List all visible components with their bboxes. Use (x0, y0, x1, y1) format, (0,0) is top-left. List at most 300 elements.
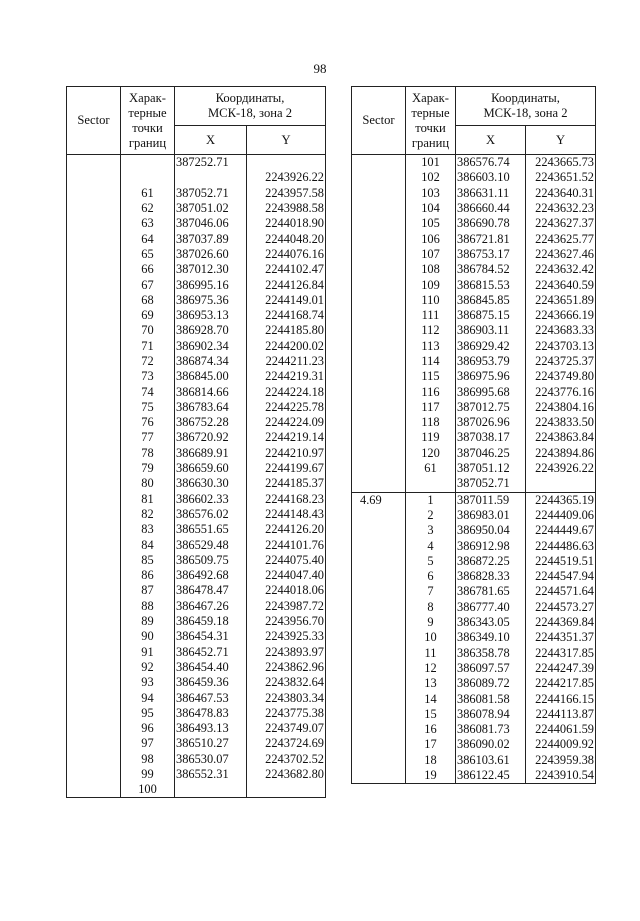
y-coordinate-cell: 2244076.16 (247, 247, 326, 262)
y-coordinate-cell: 2243988.58 (247, 201, 326, 216)
point-cell: 85 (121, 553, 175, 568)
table-row (67, 522, 326, 537)
x-coordinate-cell: 387038.17 (456, 430, 526, 445)
y-coordinate-cell: 2243632.42 (526, 262, 596, 277)
table-row (352, 492, 596, 508)
x-coordinate-cell: 386874.34 (175, 354, 247, 369)
y-coordinate-cell: 2244185.37 (247, 476, 326, 491)
y-coordinate-cell: 2243682.80 (247, 767, 326, 782)
sector-cell (67, 736, 121, 751)
point-cell (121, 155, 175, 171)
x-coordinate-cell: 386492.68 (175, 568, 247, 583)
point-cell: 3 (406, 523, 456, 538)
sector-cell (67, 782, 121, 798)
table-row (67, 767, 326, 782)
x-coordinate-cell: 386529.48 (175, 537, 247, 552)
table-row (352, 430, 596, 445)
sector-cell (67, 583, 121, 598)
sector-cell (67, 293, 121, 308)
table-row (67, 430, 326, 445)
y-coordinate-cell: 2244224.18 (247, 384, 326, 399)
table-row (67, 446, 326, 461)
point-cell: 17 (406, 737, 456, 752)
x-coordinate-cell: 386510.27 (175, 736, 247, 751)
table-row (352, 277, 596, 292)
header-y: Y (526, 126, 596, 155)
sector-cell (67, 186, 121, 201)
point-cell: 95 (121, 706, 175, 721)
y-coordinate-cell (526, 476, 596, 492)
sector-cell (67, 476, 121, 491)
sector-cell (67, 706, 121, 721)
point-cell: 111 (406, 308, 456, 323)
sector-cell (352, 615, 406, 630)
point-cell: 101 (406, 155, 456, 171)
x-coordinate-cell: 386975.36 (175, 293, 247, 308)
y-coordinate-cell: 2243702.52 (247, 752, 326, 767)
y-coordinate-cell: 2243666.19 (526, 308, 596, 323)
x-coordinate-cell: 387011.59 (456, 492, 526, 508)
x-coordinate-cell: 387052.71 (456, 476, 526, 492)
sector-cell (352, 415, 406, 430)
point-cell: 84 (121, 537, 175, 552)
point-cell: 2 (406, 508, 456, 523)
point-cell: 4 (406, 538, 456, 553)
table-row (352, 538, 596, 553)
table-row (352, 293, 596, 308)
sector-cell (352, 461, 406, 476)
y-coordinate-cell: 2243724.69 (247, 736, 326, 751)
y-coordinate-cell: 2244247.39 (526, 661, 596, 676)
y-coordinate-cell: 2244185.80 (247, 323, 326, 338)
x-coordinate-cell: 386630.30 (175, 476, 247, 491)
header-points: Харак- терные точки границ (406, 87, 456, 155)
y-coordinate-cell: 2244351.37 (526, 630, 596, 645)
y-coordinate-cell: 2243749.80 (526, 369, 596, 384)
x-coordinate-cell: 386452.71 (175, 645, 247, 660)
sector-cell (352, 384, 406, 399)
sector-cell (352, 339, 406, 354)
x-coordinate-cell: 387046.25 (456, 446, 526, 461)
sector-cell (67, 369, 121, 384)
page-number: 98 (313, 61, 327, 76)
header-coordinates: Координаты, МСК-18, зона 2 (456, 87, 596, 126)
y-coordinate-cell: 2243625.77 (526, 231, 596, 246)
sector-cell (67, 461, 121, 476)
sector-cell (352, 308, 406, 323)
table-row (67, 736, 326, 751)
table-row (67, 415, 326, 430)
point-cell: 115 (406, 369, 456, 384)
point-cell: 13 (406, 676, 456, 691)
x-coordinate-cell: 387046.06 (175, 216, 247, 231)
y-coordinate-cell: 2244149.01 (247, 293, 326, 308)
sector-cell (67, 308, 121, 323)
sector-cell (67, 216, 121, 231)
table-row (352, 384, 596, 399)
header-sector: Sector (67, 87, 121, 155)
table-row (67, 660, 326, 675)
point-cell: 18 (406, 753, 456, 768)
table-row (352, 155, 596, 171)
y-coordinate-cell: 2243749.07 (247, 721, 326, 736)
header-coordinates: Координаты, МСК-18, зона 2 (175, 87, 326, 126)
x-coordinate-cell: 386467.26 (175, 599, 247, 614)
y-coordinate-cell: 2243894.86 (526, 446, 596, 461)
table-row (67, 186, 326, 201)
table-row (352, 508, 596, 523)
y-coordinate-cell: 2244018.06 (247, 583, 326, 598)
y-coordinate-cell: 2243987.72 (247, 599, 326, 614)
table-row (352, 722, 596, 737)
x-coordinate-cell: 386097.57 (456, 661, 526, 676)
x-coordinate-cell: 386814.66 (175, 384, 247, 399)
x-coordinate-cell: 386478.83 (175, 706, 247, 721)
y-coordinate-cell: 2244061.59 (526, 722, 596, 737)
x-coordinate-cell: 386081.58 (456, 691, 526, 706)
x-coordinate-cell: 386983.01 (456, 508, 526, 523)
y-coordinate-cell: 2243703.13 (526, 339, 596, 354)
point-cell: 14 (406, 691, 456, 706)
table-row (352, 247, 596, 262)
sector-cell (352, 753, 406, 768)
x-coordinate-cell: 386358.78 (456, 646, 526, 661)
sector-cell (67, 170, 121, 185)
table-row (67, 277, 326, 292)
y-coordinate-cell: 2243893.97 (247, 645, 326, 660)
table-row (352, 554, 596, 569)
sector-cell (352, 170, 406, 185)
table-row (67, 629, 326, 644)
y-coordinate-cell: 2244365.19 (526, 492, 596, 508)
y-coordinate-cell: 2244486.63 (526, 538, 596, 553)
point-cell: 82 (121, 507, 175, 522)
table-row (67, 308, 326, 323)
sector-cell (67, 767, 121, 782)
sector-cell (67, 262, 121, 277)
sector-cell (352, 538, 406, 553)
header-x: X (456, 126, 526, 155)
y-coordinate-cell: 2243862.96 (247, 660, 326, 675)
x-coordinate-cell: 387037.89 (175, 231, 247, 246)
x-coordinate-cell: 386902.34 (175, 339, 247, 354)
x-coordinate-cell: 386576.74 (456, 155, 526, 171)
x-coordinate-cell: 386783.64 (175, 400, 247, 415)
x-coordinate-cell: 386090.02 (456, 737, 526, 752)
x-coordinate-cell: 387012.75 (456, 400, 526, 415)
table-row (67, 675, 326, 690)
y-coordinate-cell: 2243925.33 (247, 629, 326, 644)
point-cell: 68 (121, 293, 175, 308)
table-row (352, 262, 596, 277)
sector-cell (352, 661, 406, 676)
x-coordinate-cell: 386603.10 (456, 170, 526, 185)
sector-cell (67, 721, 121, 736)
x-coordinate-cell: 386828.33 (456, 569, 526, 584)
table-row (67, 752, 326, 767)
x-coordinate-cell: 386509.75 (175, 553, 247, 568)
point-cell: 88 (121, 599, 175, 614)
point-cell: 67 (121, 277, 175, 292)
sector-cell (352, 646, 406, 661)
point-cell: 90 (121, 629, 175, 644)
point-cell: 119 (406, 430, 456, 445)
y-coordinate-cell: 2243803.34 (247, 690, 326, 705)
point-cell: 9 (406, 615, 456, 630)
table-row (67, 492, 326, 507)
table-row (67, 216, 326, 231)
sector-cell (352, 400, 406, 415)
y-coordinate-cell: 2244210.97 (247, 446, 326, 461)
table-row (352, 231, 596, 246)
sector-cell (67, 614, 121, 629)
coordinates-table-right (351, 86, 596, 784)
y-coordinate-cell: 2243833.50 (526, 415, 596, 430)
table-row (352, 446, 596, 461)
y-coordinate-cell: 2244317.85 (526, 646, 596, 661)
point-cell: 104 (406, 201, 456, 216)
x-coordinate-cell: 386995.68 (456, 384, 526, 399)
y-coordinate-cell: 2243863.84 (526, 430, 596, 445)
y-coordinate-cell: 2244219.31 (247, 369, 326, 384)
point-cell: 70 (121, 323, 175, 338)
y-coordinate-cell: 2244102.47 (247, 262, 326, 277)
x-coordinate-cell: 386454.40 (175, 660, 247, 675)
table-row (67, 583, 326, 598)
sector-cell (67, 690, 121, 705)
point-cell: 102 (406, 170, 456, 185)
table-row (67, 461, 326, 476)
x-coordinate-cell: 386777.40 (456, 600, 526, 615)
x-coordinate-cell: 387052.71 (175, 186, 247, 201)
sector-cell (352, 155, 406, 171)
table-row (352, 569, 596, 584)
x-coordinate-cell: 387051.02 (175, 201, 247, 216)
y-coordinate-cell: 2243910.54 (526, 768, 596, 784)
header-y: Y (247, 126, 326, 155)
sector-cell (67, 492, 121, 507)
y-coordinate-cell (247, 782, 326, 798)
table-row (67, 201, 326, 216)
x-coordinate-cell: 386689.91 (175, 446, 247, 461)
x-coordinate-cell: 386343.05 (456, 615, 526, 630)
table-row (67, 262, 326, 277)
point-cell: 15 (406, 707, 456, 722)
x-coordinate-cell: 386975.96 (456, 369, 526, 384)
point-cell: 79 (121, 461, 175, 476)
sector-cell (352, 430, 406, 445)
table-row (67, 690, 326, 705)
table-row (67, 553, 326, 568)
point-cell: 75 (121, 400, 175, 415)
y-coordinate-cell: 2244101.76 (247, 537, 326, 552)
x-coordinate-cell: 386081.73 (456, 722, 526, 737)
table-row (352, 339, 596, 354)
sector-cell (67, 231, 121, 246)
y-coordinate-cell: 2244018.90 (247, 216, 326, 231)
x-coordinate-cell: 386752.28 (175, 415, 247, 430)
y-coordinate-cell: 2244219.14 (247, 430, 326, 445)
x-coordinate-cell: 386995.16 (175, 277, 247, 292)
sector-cell (67, 354, 121, 369)
sector-cell (352, 323, 406, 338)
sector-cell (352, 584, 406, 599)
point-cell: 93 (121, 675, 175, 690)
x-coordinate-cell: 386459.36 (175, 675, 247, 690)
sector-cell (352, 262, 406, 277)
x-coordinate-cell: 386872.25 (456, 554, 526, 569)
y-coordinate-cell: 2244168.23 (247, 492, 326, 507)
table-row (352, 400, 596, 415)
point-cell (406, 476, 456, 492)
table-row (67, 645, 326, 660)
x-coordinate-cell: 386928.70 (175, 323, 247, 338)
point-cell: 107 (406, 247, 456, 262)
point-cell: 89 (121, 614, 175, 629)
sector-cell (352, 676, 406, 691)
x-coordinate-cell: 386459.18 (175, 614, 247, 629)
sector-cell (67, 384, 121, 399)
point-cell: 105 (406, 216, 456, 231)
point-cell: 64 (121, 231, 175, 246)
y-coordinate-cell: 2244224.09 (247, 415, 326, 430)
point-cell: 69 (121, 308, 175, 323)
table-row (67, 354, 326, 369)
table-row (352, 476, 596, 492)
y-coordinate-cell: 2243651.52 (526, 170, 596, 185)
sector-cell (67, 247, 121, 262)
table-row (352, 415, 596, 430)
x-coordinate-cell: 387051.12 (456, 461, 526, 476)
sector-cell (67, 415, 121, 430)
header-x: X (175, 126, 247, 155)
sector-cell (67, 400, 121, 415)
y-coordinate-cell: 2244547.94 (526, 569, 596, 584)
y-coordinate-cell: 2244571.64 (526, 584, 596, 599)
x-coordinate-cell: 386690.78 (456, 216, 526, 231)
x-coordinate-cell: 386721.81 (456, 231, 526, 246)
point-cell: 103 (406, 186, 456, 201)
x-coordinate-cell: 386720.92 (175, 430, 247, 445)
table-row (352, 323, 596, 338)
point-cell: 73 (121, 369, 175, 384)
point-cell: 10 (406, 630, 456, 645)
right-table-body (352, 155, 596, 784)
point-cell: 66 (121, 262, 175, 277)
sector-cell (67, 201, 121, 216)
y-coordinate-cell: 2244075.40 (247, 553, 326, 568)
y-coordinate-cell: 2243627.46 (526, 247, 596, 262)
y-coordinate-cell: 2243640.31 (526, 186, 596, 201)
table-row (352, 216, 596, 231)
y-coordinate-cell: 2244211.23 (247, 354, 326, 369)
sector-cell (67, 430, 121, 445)
point-cell: 81 (121, 492, 175, 507)
table-row (352, 646, 596, 661)
x-coordinate-cell: 386815.53 (456, 277, 526, 292)
point-cell: 7 (406, 584, 456, 599)
y-coordinate-cell: 2244369.84 (526, 615, 596, 630)
sector-cell (352, 293, 406, 308)
table-row (67, 782, 326, 798)
sector-cell (352, 369, 406, 384)
y-coordinate-cell: 2243956.70 (247, 614, 326, 629)
y-coordinate-cell: 2243651.89 (526, 293, 596, 308)
table-row (352, 661, 596, 676)
point-cell: 110 (406, 293, 456, 308)
x-coordinate-cell (175, 170, 247, 185)
x-coordinate-cell: 386530.07 (175, 752, 247, 767)
x-coordinate-cell: 386493.13 (175, 721, 247, 736)
sector-cell (67, 568, 121, 583)
y-coordinate-cell: 2244225.78 (247, 400, 326, 415)
y-coordinate-cell: 2243832.64 (247, 675, 326, 690)
table-row (67, 507, 326, 522)
point-cell: 78 (121, 446, 175, 461)
sector-cell (67, 599, 121, 614)
y-coordinate-cell: 2244168.74 (247, 308, 326, 323)
x-coordinate-cell: 386845.85 (456, 293, 526, 308)
y-coordinate-cell: 2243632.23 (526, 201, 596, 216)
table-row (352, 691, 596, 706)
point-cell: 109 (406, 277, 456, 292)
table-row (67, 721, 326, 736)
x-coordinate-cell: 386576.02 (175, 507, 247, 522)
x-coordinate-cell: 386349.10 (456, 630, 526, 645)
table-row (352, 201, 596, 216)
point-cell: 86 (121, 568, 175, 583)
table-row (352, 523, 596, 538)
x-coordinate-cell: 387012.30 (175, 262, 247, 277)
table-row (352, 186, 596, 201)
table-row (67, 537, 326, 552)
table-row (67, 568, 326, 583)
y-coordinate-cell: 2244166.15 (526, 691, 596, 706)
sector-cell (67, 752, 121, 767)
point-cell: 113 (406, 339, 456, 354)
y-coordinate-cell: 2243665.73 (526, 155, 596, 171)
y-coordinate-cell: 2244217.85 (526, 676, 596, 691)
table-row (67, 247, 326, 262)
point-cell: 99 (121, 767, 175, 782)
point-cell: 61 (406, 461, 456, 476)
x-coordinate-cell: 386103.61 (456, 753, 526, 768)
sector-cell (67, 645, 121, 660)
table-row (67, 155, 326, 171)
table-row (67, 293, 326, 308)
point-cell: 80 (121, 476, 175, 491)
table-row (67, 400, 326, 415)
table-row (352, 737, 596, 752)
y-coordinate-cell: 2243959.38 (526, 753, 596, 768)
y-coordinate-cell: 2244009.92 (526, 737, 596, 752)
y-coordinate-cell: 2244409.06 (526, 508, 596, 523)
sector-cell (352, 186, 406, 201)
x-coordinate-cell: 386478.47 (175, 583, 247, 598)
point-cell: 96 (121, 721, 175, 736)
y-coordinate-cell: 2243683.33 (526, 323, 596, 338)
x-coordinate-cell: 386122.45 (456, 768, 526, 784)
y-coordinate-cell: 2244148.43 (247, 507, 326, 522)
y-coordinate-cell: 2244449.67 (526, 523, 596, 538)
sector-cell (352, 231, 406, 246)
x-coordinate-cell: 386660.44 (456, 201, 526, 216)
x-coordinate-cell: 387026.60 (175, 247, 247, 262)
x-coordinate-cell: 386454.31 (175, 629, 247, 644)
point-cell: 12 (406, 661, 456, 676)
point-cell: 72 (121, 354, 175, 369)
sector-cell (67, 155, 121, 171)
